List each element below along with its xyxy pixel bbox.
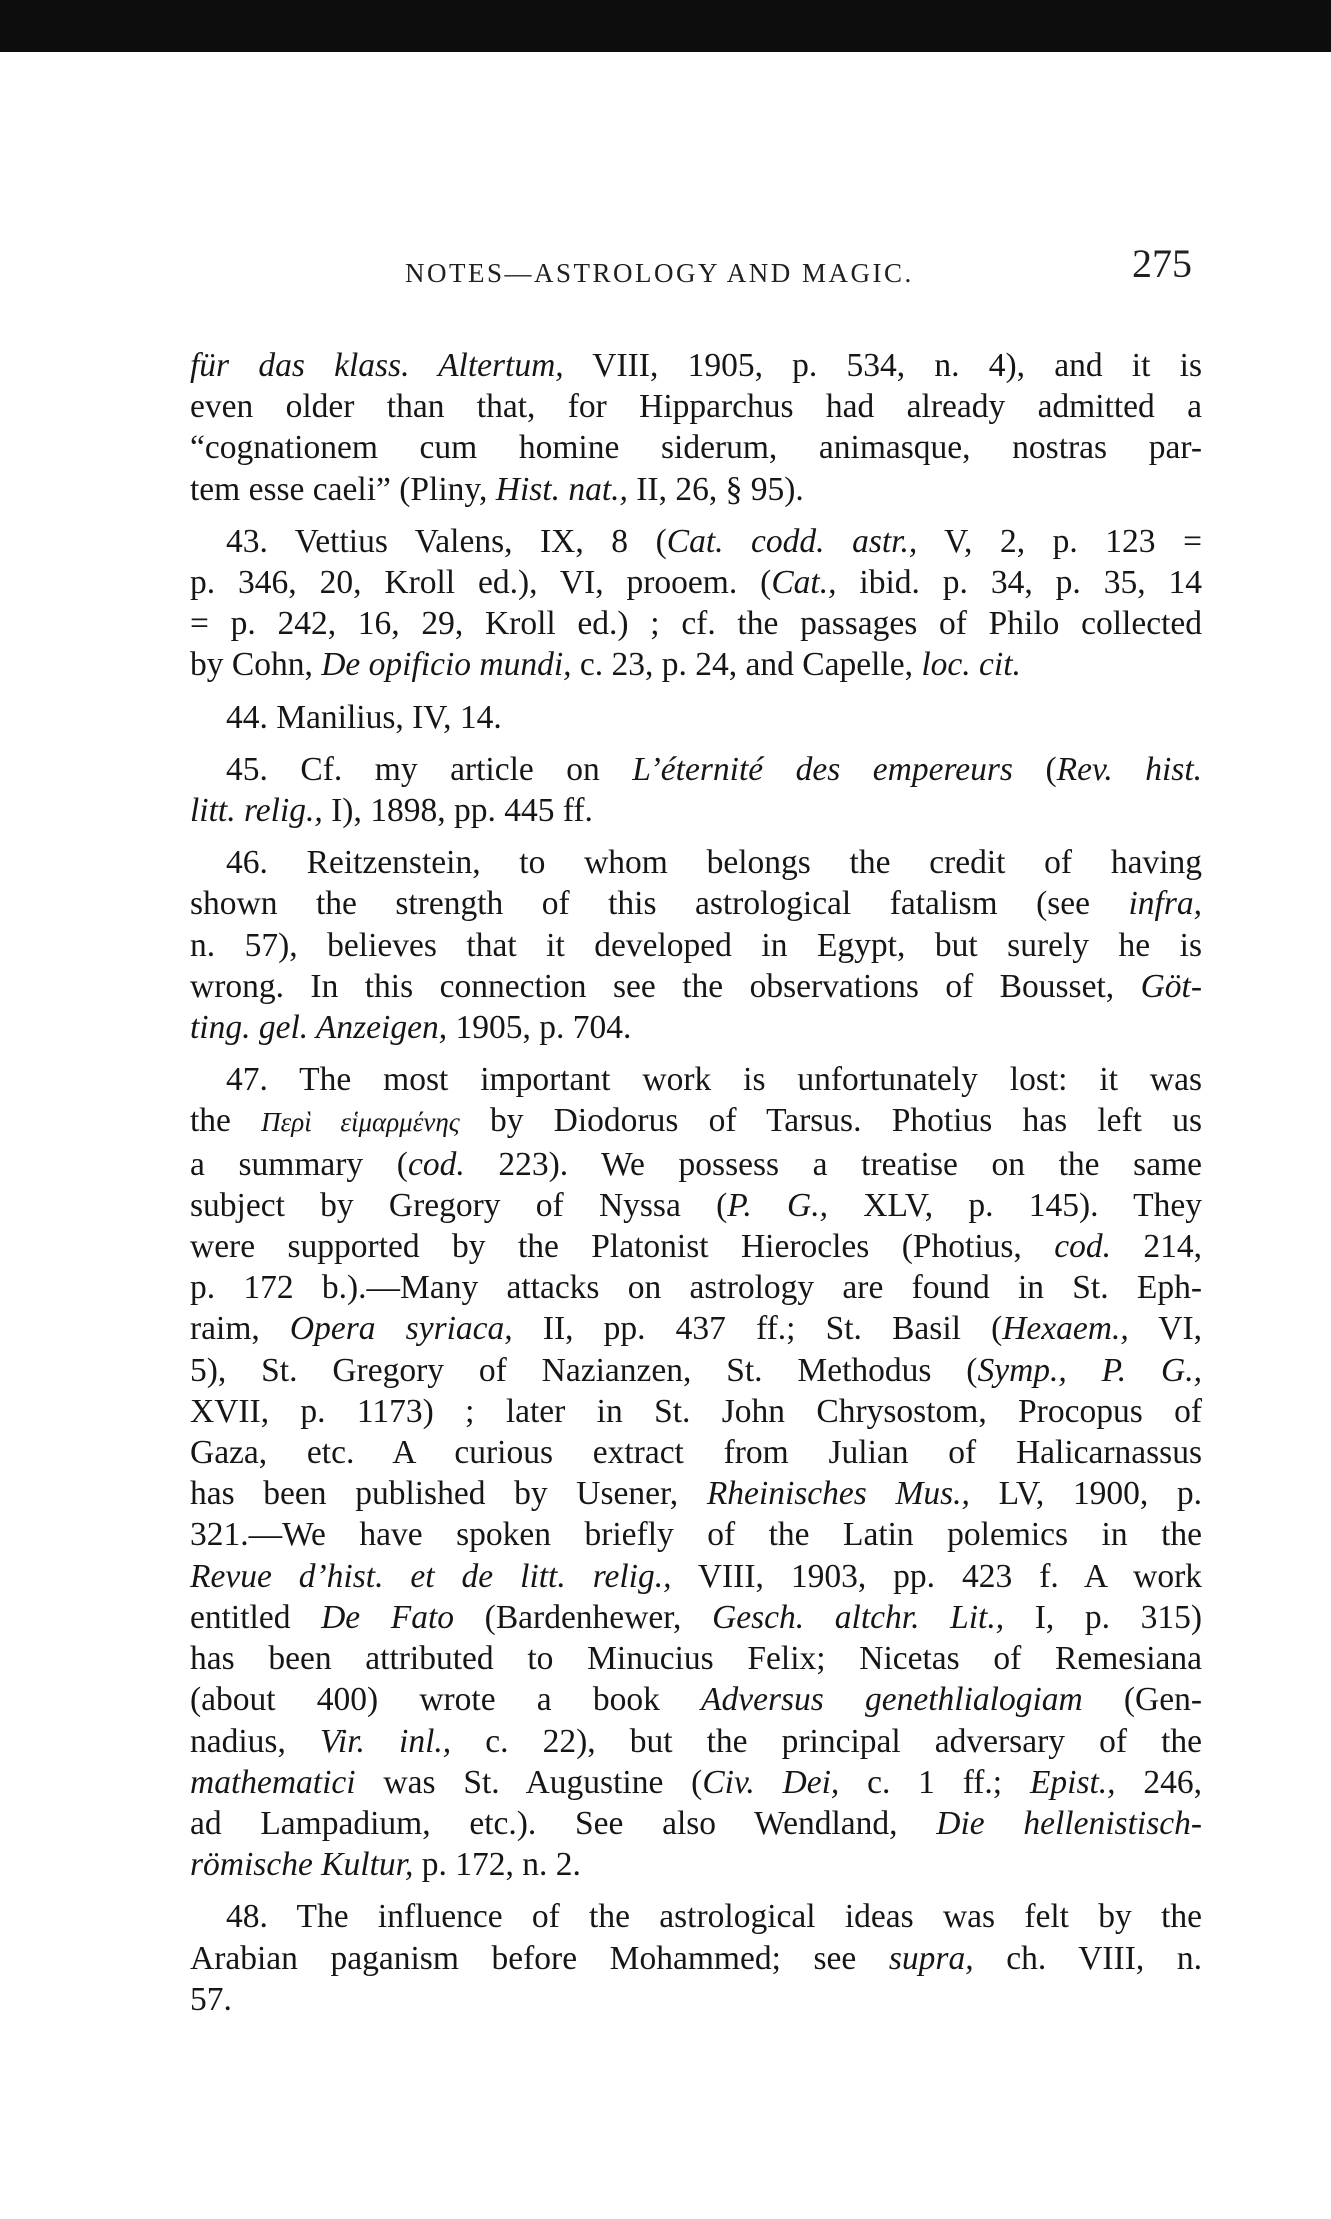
text-segment: 321.—We have spoken briefly of the Latin polemics in the <box>190 1516 1202 1554</box>
italic-text: römische Kultur, <box>190 1846 414 1884</box>
italic-text: loc. cit. <box>921 646 1021 684</box>
italic-text: litt. relig., <box>190 792 323 830</box>
text-line <box>190 345 1202 386</box>
italic-text: Symp., P. G., <box>977 1351 1202 1389</box>
note-45 <box>190 749 1202 831</box>
italic-text: Rheinisches Mus., <box>706 1475 970 1513</box>
text-segment: n. 57), believes that it developed in Egypt, but surely he is <box>190 926 1202 964</box>
text-line <box>190 1556 1202 1597</box>
text-line <box>190 1979 1202 2020</box>
text-segment: LV, 1900, p. <box>969 1475 1203 1513</box>
text-segment: the <box>190 1102 262 1140</box>
text-line <box>190 1679 1202 1720</box>
text-segment: subject by Gregory of Nyssa ( <box>190 1186 728 1224</box>
text-line <box>190 1514 1202 1555</box>
italic-text: Civ. Dei, <box>702 1763 840 1801</box>
text-segment: 246, <box>1115 1763 1203 1801</box>
text-segment: 1905, p. 704. <box>447 1009 632 1047</box>
italic-text: De opificio mundi, <box>321 646 572 684</box>
text-segment: (Gen- <box>1082 1681 1202 1719</box>
text-segment: 43. Vettius Valens, IX, 8 ( <box>226 522 667 560</box>
italic-text: Rev. hist. <box>1056 750 1203 788</box>
text-line <box>190 1350 1202 1391</box>
text-segment: 48. The influence of the astrological ideas was felt by the <box>226 1898 1202 1936</box>
text-segment: c. 22), but the principal adversary of the <box>451 1722 1202 1760</box>
text-segment: = p. 242, 16, 29, Kroll ed.) ; cf. the passages of Philo collected <box>190 605 1202 643</box>
continued-note <box>190 345 1202 510</box>
text-segment: II, pp. 437 ff.; St. Basil ( <box>512 1310 1003 1348</box>
italic-text: Epist., <box>1029 1763 1116 1801</box>
note-46 <box>190 842 1202 1048</box>
text-line <box>190 644 1202 685</box>
text-segment: was St. Augustine ( <box>355 1763 703 1801</box>
text-segment: p. 172 b.).—Many attacks on astrology are found in St. Eph- <box>190 1269 1202 1307</box>
text-segment: (about 400) wrote a book <box>190 1681 701 1719</box>
text-line <box>190 1144 1202 1185</box>
text-segment: VIII, 1903, pp. 423 f. A work <box>671 1557 1202 1595</box>
text-segment: Gaza, etc. A curious extract from Julian of Halicarnassus <box>190 1434 1202 1472</box>
text-segment: V, 2, p. 123 = <box>917 522 1202 560</box>
text-segment: p. 346, 20, Kroll ed.), VI, prooem. ( <box>190 564 772 602</box>
text-segment: by Diodorus of Tarsus. Photius has left us <box>459 1102 1202 1140</box>
text-segment: by Cohn, <box>190 646 322 684</box>
text-segment: raim, <box>190 1310 290 1348</box>
text-segment: shown the strength of this astrological fatalism (see <box>190 885 1129 923</box>
text-segment: ch. VIII, n. <box>973 1939 1202 1977</box>
scan-top-band <box>0 0 1331 52</box>
text-line <box>190 1432 1202 1473</box>
italic-text: Gesch. altchr. Lit., <box>712 1598 1005 1636</box>
text-segment: I, p. 315) <box>1004 1598 1202 1636</box>
text-line <box>190 521 1202 562</box>
text-line <box>190 1597 1202 1638</box>
text-segment: nadius, <box>190 1722 320 1760</box>
text-segment: 47. The most important work is unfortunately lost: it was <box>226 1061 1202 1099</box>
text-line <box>190 749 1202 790</box>
text-segment: VIII, 1905, p. 534, n. 4), and it is <box>563 347 1202 384</box>
text-line <box>190 1896 1202 1937</box>
note-43 <box>190 521 1202 686</box>
text-segment: 57. <box>190 1980 232 2018</box>
running-head: NOTES—ASTROLOGY AND MAGIC. <box>405 258 914 288</box>
text-line <box>190 1391 1202 1432</box>
text-line <box>190 1185 1202 1226</box>
text-segment: c. 1 ff.; <box>839 1763 1030 1801</box>
text-line <box>190 562 1202 603</box>
text-line <box>190 1226 1202 1267</box>
text-line <box>190 603 1202 644</box>
text-segment: c. 23, p. 24, and Capelle, <box>571 646 922 684</box>
text-line <box>190 1007 1202 1048</box>
text-line <box>190 1938 1202 1979</box>
text-line <box>190 1059 1202 1100</box>
greek-title: Περὶ εἱμαρμένης <box>261 1107 460 1138</box>
text-line <box>190 1473 1202 1514</box>
note-44 <box>190 697 1202 738</box>
italic-text: Cat., <box>771 564 837 602</box>
italic-text: Die hellenistisch- <box>936 1804 1203 1842</box>
text-line <box>190 1844 1202 1885</box>
italic-text: für das klass. Altertum, <box>190 347 564 384</box>
italic-text: P. G., <box>727 1186 828 1224</box>
italic-text: mathematici <box>190 1763 356 1801</box>
italic-text: supra, <box>888 1939 974 1977</box>
page-header <box>190 240 1202 300</box>
italic-text: Göt- <box>1140 967 1202 1005</box>
text-segment: XVII, p. 1173) ; later in St. John Chrysostom, Procopus of <box>190 1392 1202 1430</box>
text-segment: VI, <box>1128 1310 1202 1348</box>
text-line <box>190 842 1202 883</box>
text-line <box>190 386 1202 427</box>
page-number: 275 <box>1132 241 1192 286</box>
text-line <box>190 1803 1202 1844</box>
text-segment: entitled <box>190 1598 322 1636</box>
text-segment: even older than that, for Hipparchus had already admitted a <box>190 388 1202 426</box>
italic-text: cod. <box>1054 1228 1111 1266</box>
italic-text: L’éternité des empereurs <box>632 750 1013 788</box>
text-line <box>190 427 1202 468</box>
text-segment: XLV, p. 145). They <box>828 1186 1202 1224</box>
text-line <box>190 697 1202 738</box>
text-line <box>190 1308 1202 1349</box>
italic-text: Adversus genethlialogiam <box>701 1681 1083 1719</box>
text-segment: p. 172, n. 2. <box>413 1846 581 1884</box>
text-line <box>190 469 1202 510</box>
text-segment: 214, <box>1110 1228 1202 1266</box>
note-48 <box>190 1896 1202 2020</box>
text-line <box>190 1638 1202 1679</box>
text-segment: tem esse caeli” (Pliny, <box>190 470 496 508</box>
text-segment: a summary ( <box>190 1145 408 1183</box>
text-segment: 44. Manilius, IV, 14. <box>226 698 502 736</box>
text-line <box>190 1762 1202 1803</box>
italic-text: infra, <box>1128 885 1202 923</box>
text-segment: ( <box>1012 750 1057 788</box>
text-line <box>190 966 1202 1007</box>
text-line <box>190 1100 1202 1143</box>
italic-text: Hexaem., <box>1002 1310 1129 1348</box>
italic-text: ting. gel. Anzeigen, <box>190 1009 448 1047</box>
text-segment: “cognationem cum homine siderum, animasque, nostras par- <box>190 429 1202 467</box>
text-segment: 223). We possess a treatise on the same <box>464 1145 1202 1183</box>
text-segment: Arabian paganism before Mohammed; see <box>190 1939 889 1977</box>
text-segment: II, 26, § 95). <box>627 470 804 508</box>
text-line <box>190 1721 1202 1762</box>
text-line <box>190 883 1202 924</box>
text-segment: 46. Reitzenstein, to whom belongs the credit of having <box>226 844 1202 882</box>
text-segment: ad Lampadium, etc.). See also Wendland, <box>190 1804 937 1842</box>
text-line <box>190 790 1202 831</box>
text-segment: wrong. In this connection see the observations of Bousset, <box>190 967 1141 1005</box>
note-47 <box>190 1059 1202 1885</box>
text-line <box>190 925 1202 966</box>
italic-text: De Fato <box>321 1598 455 1636</box>
text-segment: 5), St. Gregory of Nazianzen, St. Methodus ( <box>190 1351 978 1389</box>
italic-text: Revue d’hist. et de litt. relig., <box>190 1557 672 1595</box>
italic-text: cod. <box>407 1145 465 1183</box>
italic-text: Opera syriaca, <box>289 1310 513 1348</box>
text-segment: (Bardenhewer, <box>454 1598 713 1636</box>
italic-text: Vir. inl., <box>319 1722 452 1760</box>
text-segment: ibid. p. 34, p. 35, 14 <box>836 564 1202 602</box>
italic-text: Cat. codd. astr., <box>666 522 918 560</box>
text-segment: has been published by Usener, <box>190 1475 707 1513</box>
text-segment: has been attributed to Minucius Felix; Nicetas of Remesiana <box>190 1640 1202 1678</box>
text-line <box>190 1267 1202 1308</box>
italic-text: Hist. nat., <box>495 470 628 508</box>
text-segment: I), 1898, pp. 445 ff. <box>322 792 593 830</box>
text-segment: were supported by the Platonist Hierocles (Photius, <box>190 1228 1055 1266</box>
text-segment: 45. Cf. my article on <box>226 750 633 788</box>
notes-body <box>190 345 1202 2020</box>
